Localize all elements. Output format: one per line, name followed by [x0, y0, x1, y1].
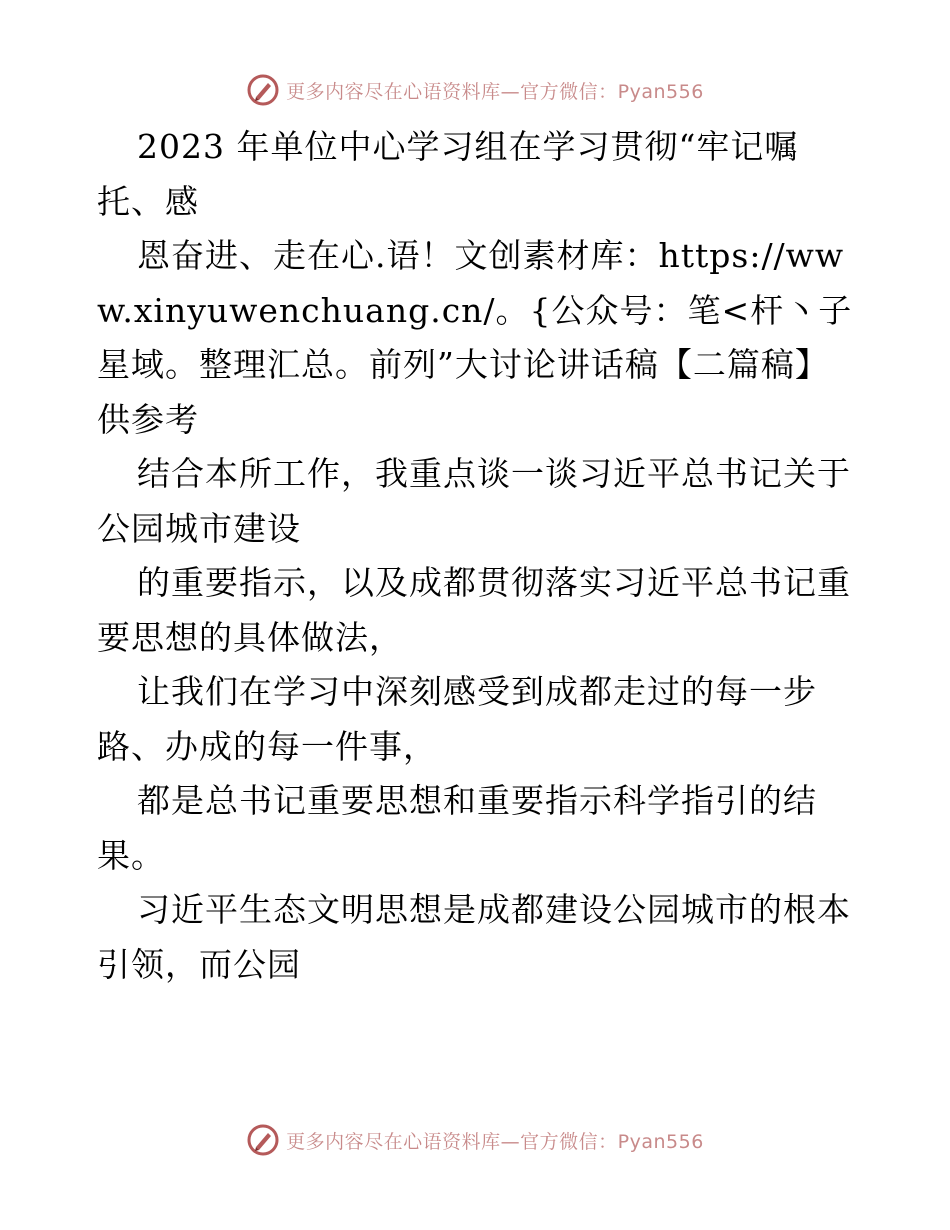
paragraph-6: 都是总书记重要思想和重要指示科学指引的结果。 — [97, 781, 817, 875]
paragraph-1: 2023 年单位中心学习组在学习贯彻“牢记嘱托、感 — [97, 127, 799, 221]
header-watermark — [0, 70, 950, 110]
pen-logo-icon — [246, 73, 280, 107]
document-body — [97, 120, 857, 992]
paragraph-7: 习近平生态文明思想是成都建设公园城市的根本引领，而公园 — [97, 890, 851, 984]
watermark-text: 更多内容尽在心语资料库—官方微信：Pyan556 — [286, 1130, 704, 1153]
paragraph-5: 让我们在学习中深刻感受到成都走过的每一步路、办成的每一件事， — [97, 672, 817, 766]
paragraph-3: 结合本所工作，我重点谈一谈习近平总书记关于公园城市建设 — [97, 454, 851, 548]
paragraph-2: 恩奋进、走在心.语！文创素材库：https://www.xinyuwenchuang.cn/。{公众号：笔<杆丶子星域。整理汇总。前列”大讨论讲话稿【二篇稿】供参考 — [97, 236, 853, 439]
watermark-text: 更多内容尽在心语资料库—官方微信：Pyan556 — [286, 80, 704, 103]
footer-watermark — [0, 1120, 950, 1160]
pen-logo-icon — [246, 1123, 280, 1157]
paragraph-4: 的重要指示，以及成都贯彻落实习近平总书记重要思想的具体做法， — [97, 563, 851, 657]
